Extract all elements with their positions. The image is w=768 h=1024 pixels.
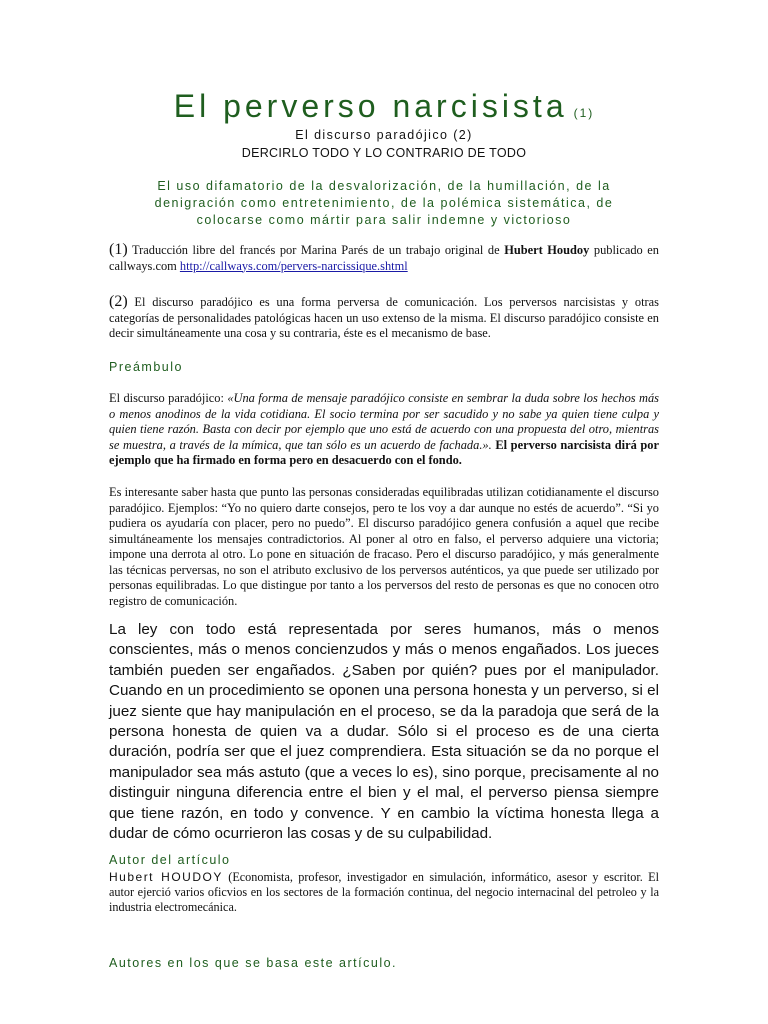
main-paragraph: La ley con todo está representada por seres humanos, más o menos conscientes, más o menos concienzudos y más o menos engañados. Los jueces también pueden ser engañados. ¿Saben por quién? pues por el manipulador. Cuando en un procedimiento se oponen una persona honesta y un perverso, si el juez siente que hay manipulación en el proceso, se da la paradoja que será de la persona honesta de quien va a dudar. Sólo si el proceso es de una cierta duración, podría ser que el juez comprendiera. Esta situación se da no porque el manipulador sea más astuto (que a veces lo es), sino porque, precisamente al no distinguir ninguna diferencia entre el bien y el mal, el perverso piensa siempre que tiene razón, en todo y convence. Y en cambio la víctima honesta llega a dudar de cómo ocurrieron las cosas y de su culpabilidad. bbox=[109, 621, 659, 843]
footnote-1-author: Hubert Houdoy bbox=[504, 243, 590, 257]
preambulo-bold: El perverso narcisista dirá por ejemplo que ha firmado en forma pero en desacuerdo con el fondo. bbox=[109, 437, 659, 467]
footnote-2 bbox=[109, 294, 659, 342]
subtitle: El discurso paradójico (2) bbox=[295, 128, 473, 142]
title-footnote-ref: (1) bbox=[573, 106, 595, 120]
footnote-2-number: (2) bbox=[109, 293, 128, 310]
preambulo-quote-block bbox=[109, 391, 659, 469]
footnote-2-text: El discurso paradójico es una forma perversa de comunicación. Los perversos narcisistas y otras categorías de personalidades patológicas hacen un uso extenso de la misma. El discurso paradójico consiste en decir simultáneamente una cosa y su contraria, éste es el mecanismo de base. bbox=[109, 295, 659, 340]
preambulo-quote: «Una forma de mensaje paradójico consiste en sembrar la duda sobre los hechos más o menos anodinos de la vida cotidiana. El socio termina por ser sacudido y no sabe ya quien tiene culpa y quien tiene razón. Basta con decir por ejemplo que uno está de acuerdo con una propuesta del otro, mientras se muestra, a través de la mímica, que tan sólo es un acuerdo de fachada.». bbox=[109, 391, 659, 452]
preambulo-intro: El discurso paradójico: bbox=[109, 391, 228, 405]
autor-name: Hubert HOUDOY bbox=[109, 870, 223, 884]
title-text: El perverso narcisista bbox=[173, 88, 568, 124]
autor-open-paren: ( bbox=[228, 870, 233, 884]
document-title bbox=[0, 88, 768, 125]
autores-heading: Autores en los que se basa este artículo. bbox=[109, 956, 398, 970]
footnote-1 bbox=[109, 242, 659, 274]
preambulo-paragraph: Es interesante saber hasta que punto las personas consideradas equilibradas utilizan cotidianamente el discurso paradójico. Ejemplos: “Yo no quiero darte consejos, pero te los voy a dar aunque no estés de acuerdo”. “Si yo pudiera os ayudaría con placer, pero no puedo”. El discurso paradójico genera confusión a aquel que recibe simultáneamente los mensajes contradictorios. Al poner al otro en falso, el perverso adquiere una victoria; impone una derrota al otro. Lo pone en situación de fracaso. Pero el discurso paradójico, y más generalmente las técnicas perversas, no son el atributo exclusivo de los perversos auténticos, ya que puede ser utilizado por personas equilibradas. Lo que distingue por tanto a los perversos del resto de personas es que no conocen otro registro de comunicación. bbox=[109, 485, 659, 608]
footnote-1-text-b: publicado en callways.com bbox=[109, 243, 659, 273]
footnote-1-number: (1) bbox=[109, 241, 128, 258]
footnote-1-text-a: Traducción libre del francés por Marina Parés de un trabajo original de bbox=[132, 243, 500, 257]
preambulo-heading: Preámbulo bbox=[109, 360, 183, 374]
autor-desc: Economista, profesor, investigador en simulación, informático, asesor y escritor. bbox=[232, 870, 643, 884]
autor-desc-2: El autor ejerció varios oficvios en los sectores de la formación continua, del negocio internacinal del petroleo y la industria electromecánica. bbox=[109, 870, 660, 914]
source-link[interactable]: http://callways.com/pervers-narcissique.shtml bbox=[179, 258, 408, 273]
autor-heading: Autor del artículo bbox=[109, 853, 231, 867]
abstract: El uso difamatorio de la desvalorización, de la humillación, de la denigración como entretenimiento, de la polémica sistemática, de colocarse como mártir para salir indemne y victorioso bbox=[154, 179, 614, 227]
autor-block bbox=[109, 870, 659, 915]
subtitle-caps: DERCIRLO TODO Y LO CONTRARIO DE TODO bbox=[241, 146, 527, 160]
